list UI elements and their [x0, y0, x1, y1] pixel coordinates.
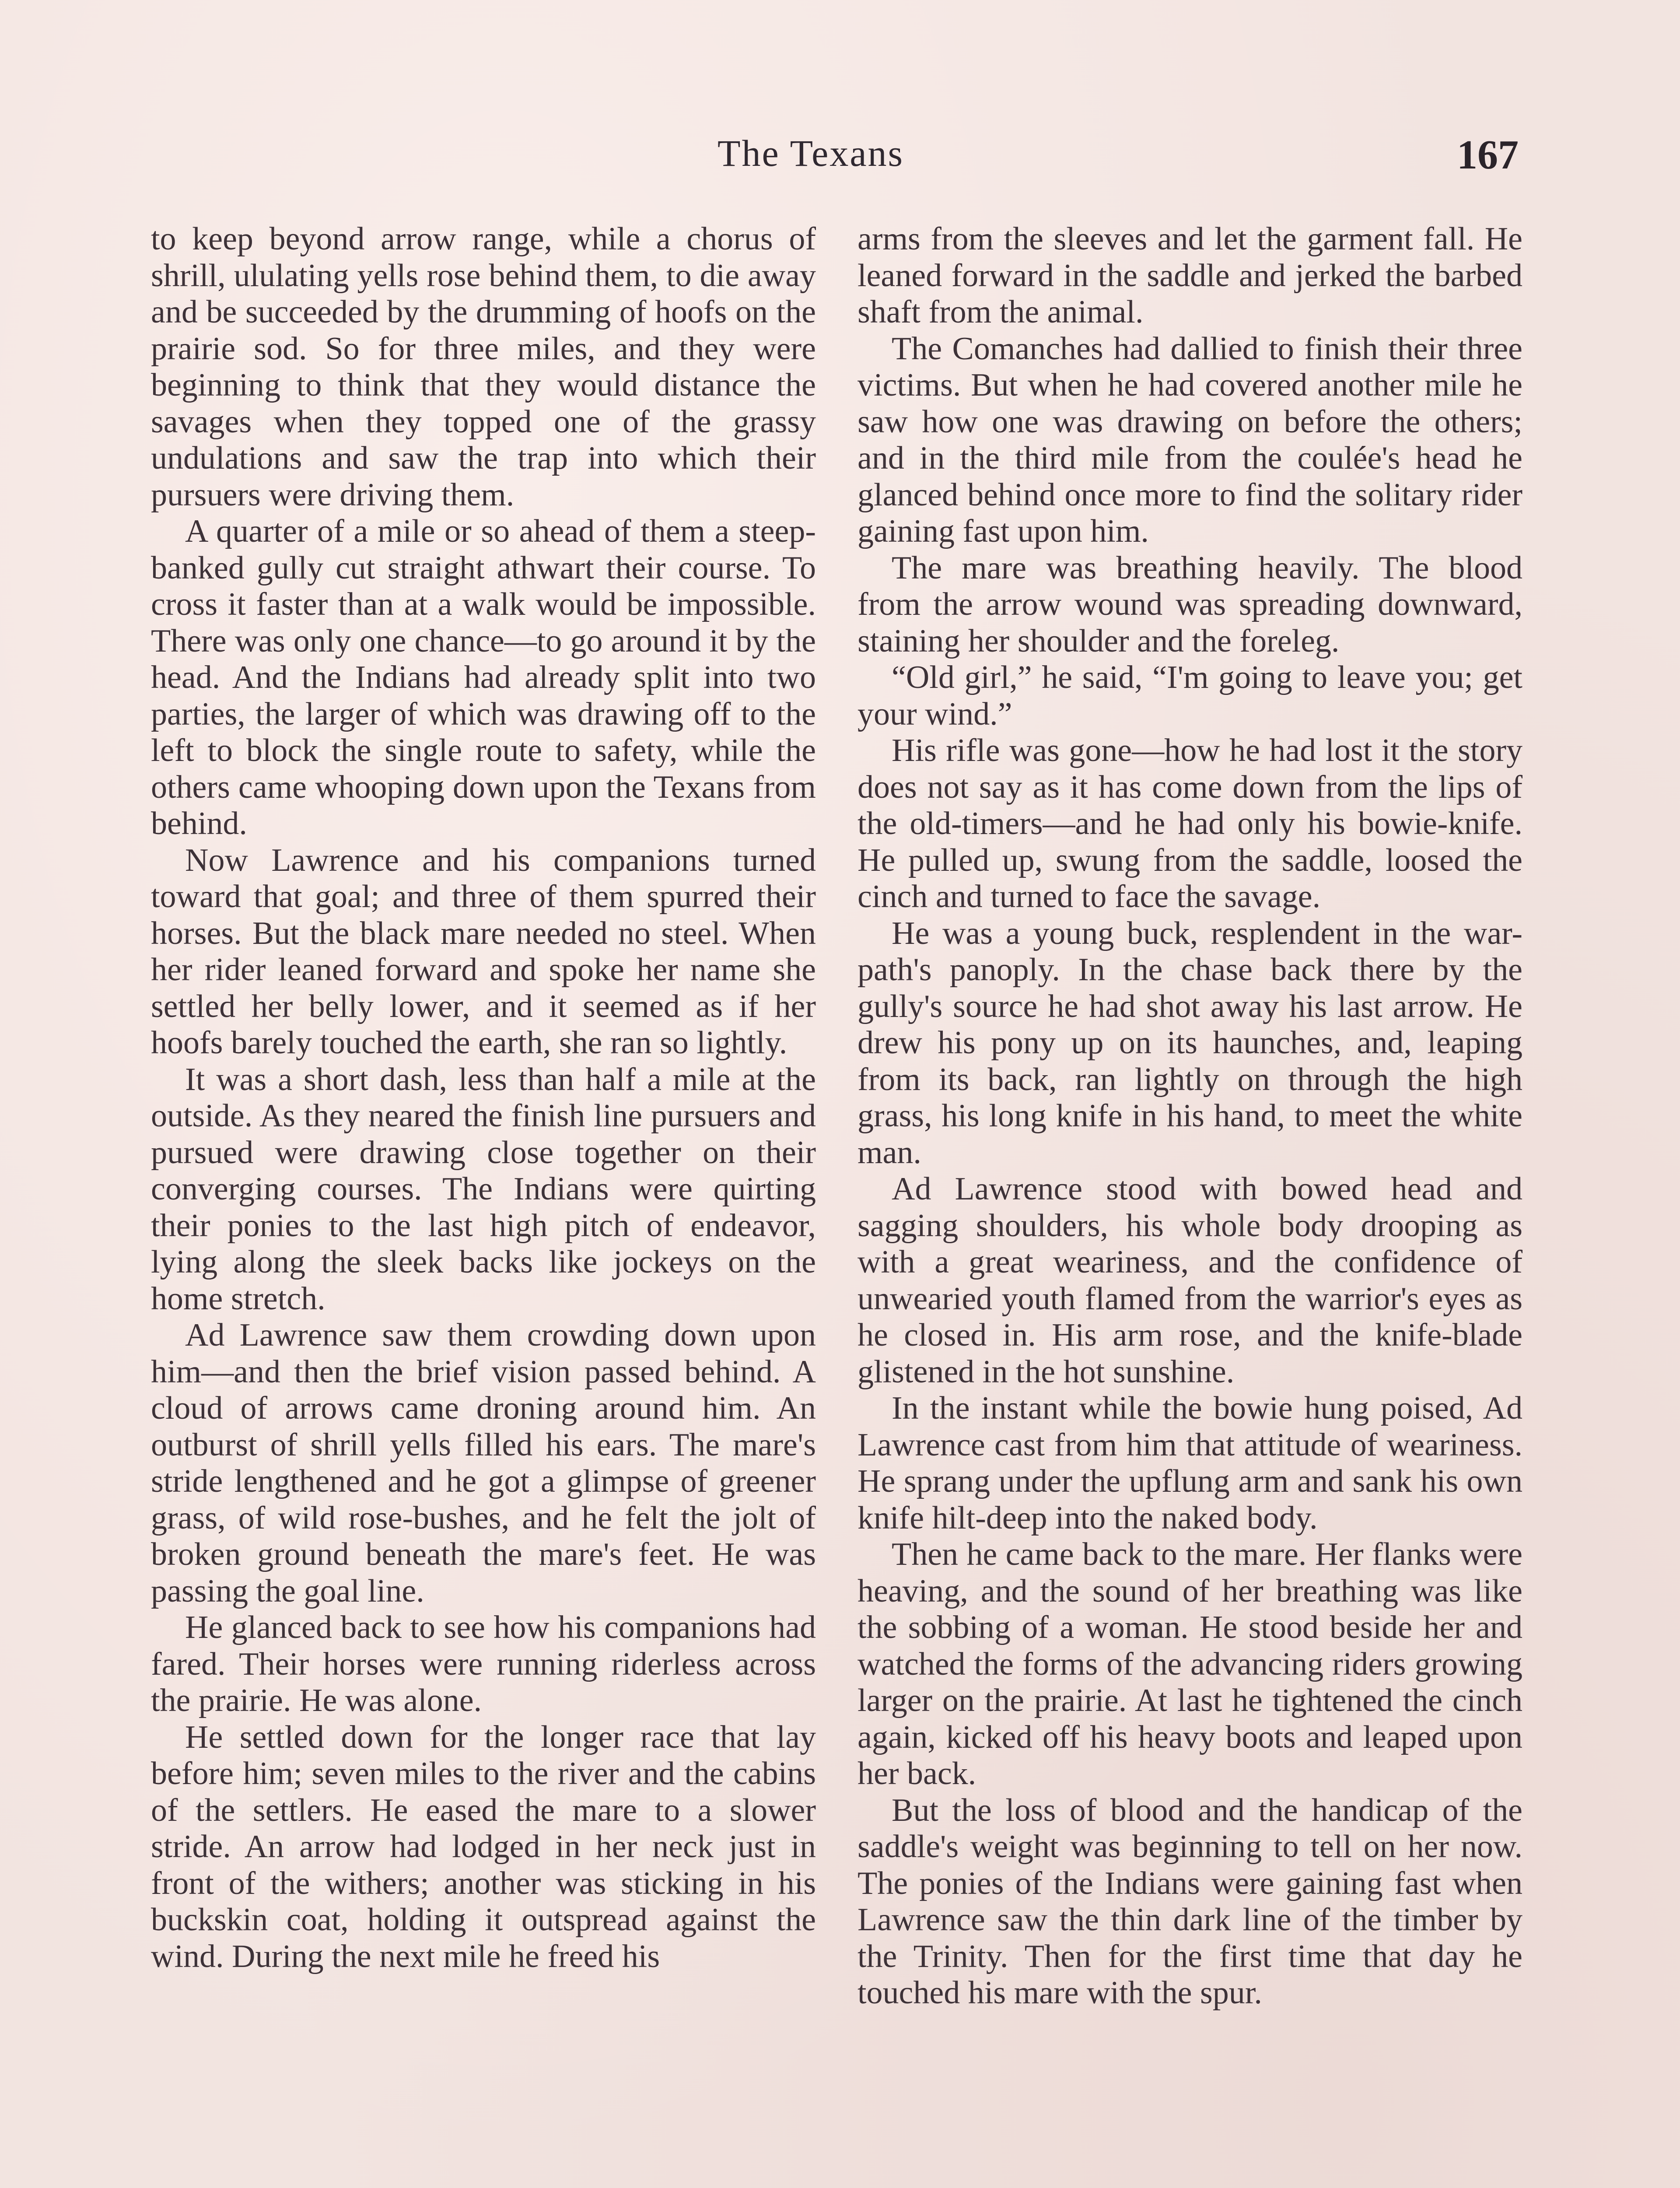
paragraph: His rifle was gone—how he had lost it the story does not say as it has come down from the lips of the old-timers—and he had only his bowie-knife. He pulled up, swung from the saddle, loosed the cinch and turned to face the savage. [858, 733, 1522, 915]
paragraph-continued: to keep beyond arrow range, while a chorus of shrill, ululating yells rose behind them, to die away and be succeeded by the drumming of hoofs on the prairie sod. So for three miles, and they were beginning to think that they would distance the savages when they topped one of the grassy undulations and saw the trap into which their pursuers were driving them. [151, 221, 816, 513]
paragraph: Then he came back to the mare. Her flanks were heaving, and the sound of her breathing was like the sobbing of a woman. He stood beside her and watched the forms of the advancing riders growing larger on the prairie. At last he tightened the cinch again, kicked off his heavy boots and leaped upon her back. [858, 1536, 1522, 1792]
paragraph: The Comanches had dallied to finish their three victims. But when he had covered another mile he saw how one was drawing on before the others; and in the third mile from the coulée's head he glanced behind once more to find the solitary rider gaining fast upon him. [858, 330, 1522, 549]
paragraph: But the loss of blood and the handicap of the saddle's weight was beginning to tell on her now. The ponies of the Indians were gaining fast when Lawrence saw the thin dark line of the timber by the Trinity. Then for the first time that day he touched his mare with the spur. [858, 1792, 1522, 2011]
paragraph: Ad Lawrence saw them crowding down upon him—and then the brief vision passed behind. A cloud of arrows came droning around him. An outburst of shrill yells filled his ears. The mare's stride lengthened and he got a glimpse of greener grass, of wild rose-bushes, and he felt the jolt of broken ground beneath the mare's feet. He was passing the goal line. [151, 1317, 816, 1609]
paragraph: A quarter of a mile or so ahead of them a steep-banked gully cut straight athwart their course. To cross it faster than at a walk would be impossible. There was only one chance—to go around it by the head. And the Indians had already split into two parties, the larger of which was drawing off to the left to block the single route to safety, while the others came whooping down upon the Texans from behind. [151, 513, 816, 842]
right-column [858, 221, 1522, 2012]
paragraph: Now Lawrence and his companions turned toward that goal; and three of them spurred their horses. But the black mare needed no steel. When her rider leaned forward and spoke her name she settled her belly lower, and it seemed as if her hoofs barely touched the earth, she ran so lightly. [151, 842, 816, 1061]
paragraph-continued: arms from the sleeves and let the garment fall. He leaned forward in the saddle and jerked the barbed shaft from the animal. [858, 221, 1522, 330]
page-number: 167 [1457, 132, 1519, 178]
paragraph: He glanced back to see how his companions had fared. Their horses were running riderless across the prairie. He was alone. [151, 1609, 816, 1718]
paragraph: In the instant while the bowie hung poised, Ad Lawrence cast from him that attitude of weariness. He sprang under the upflung arm and sank his own knife hilt-deep into the naked body. [858, 1390, 1522, 1536]
left-column [151, 221, 816, 1975]
paragraph: He settled down for the longer race that lay before him; seven miles to the river and the cabins of the settlers. He eased the mare to a slower stride. An arrow had lodged in her neck just in front of the withers; another was sticking in his buckskin coat, holding it outspread against the wind. During the next mile he freed his [151, 1719, 816, 1974]
paragraph: The mare was breathing heavily. The blood from the arrow wound was spreading downward, staining her shoulder and the foreleg. [858, 550, 1522, 659]
paragraph: It was a short dash, less than half a mile at the outside. As they neared the finish line pursuers and pursued were drawing close together on their converging courses. The Indians were quirting their ponies to the last high pitch of endeavor, lying along the sleek backs like jockeys on the home stretch. [151, 1061, 816, 1317]
paragraph: Ad Lawrence stood with bowed head and sagging shoulders, his whole body drooping as with a great weariness, and the confidence of unwearied youth flamed from the warrior's eyes as he closed in. His arm rose, and the knife-blade glistened in the hot sunshine. [858, 1171, 1522, 1390]
running-header [0, 131, 1680, 179]
paragraph: “Old girl,” he said, “I'm going to leave you; get your wind.” [858, 659, 1522, 732]
paragraph: He was a young buck, resplendent in the war-path's panoply. In the chase back there by the gully's source he had shot away his last arrow. He drew his pony up on its haunches, and, leaping from its back, ran lightly on through the high grass, his long knife in his hand, to meet the white man. [858, 915, 1522, 1171]
running-title: The Texans [718, 132, 904, 174]
